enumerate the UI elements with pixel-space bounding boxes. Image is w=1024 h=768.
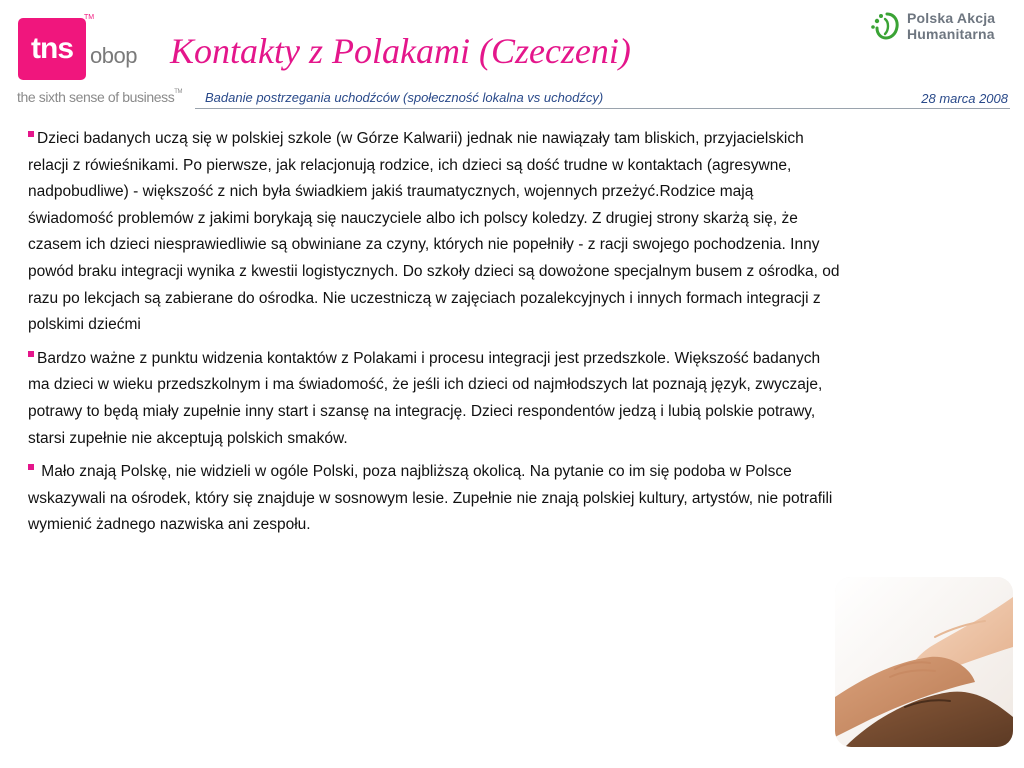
bullet-paragraph (28, 459, 840, 539)
hands-illustration (835, 577, 1013, 747)
page-title: Kontakty z Polakami (Czeczeni) (170, 31, 631, 71)
tagline (17, 89, 182, 105)
square-bullet-icon (28, 131, 34, 137)
tagline-trademark: TM (174, 89, 183, 95)
tns-obop-logo (18, 14, 178, 86)
polska-akcja-humanitarna-logo (870, 8, 1020, 44)
tns-logo-mark: tns (18, 18, 86, 80)
report-date: 28 marca 2008 (921, 91, 1008, 106)
slide-content (28, 126, 840, 546)
tns-trademark: TM (84, 14, 95, 21)
pah-wordmark (907, 10, 995, 42)
pah-line-2: Humanitarna (907, 26, 995, 42)
bullet-paragraph (28, 346, 840, 452)
pah-hand-icon (870, 10, 904, 42)
bullet-paragraph (28, 126, 840, 339)
square-bullet-icon (28, 351, 34, 357)
pah-line-1: Polska Akcja (907, 10, 996, 26)
square-bullet-icon (28, 464, 34, 470)
header-divider (195, 108, 1010, 109)
paragraph-text: Bardzo ważne z punktu widzenia kontaktów z Polakami i procesu integracji jest przedszkole. Większość badanych ma dzieci w wieku przedszkolnym i ma świadomość, że jeśli ich dzieci od najmłodszych lat poznają język, zwyczaje, potrawy to będą miały zupełnie inny start i szansę na integrację. Dzieci respondentów jedzą i lubią polskie potrawy, starsi zupełnie nie akceptują polskich smaków. (28, 349, 823, 447)
paragraph-text: Dzieci badanych uczą się w polskiej szkole (w Górze Kalwarii) jednak nie nawiązały tam bliskich, przyjacielskich relacji z rówieśnikami. Po pierwsze, jak relacjonują rodzice, ich dzieci są dość trudne w kontaktach (agresywne, nadpobudliwe) - większość z nich była świadkiem jakiś traumatycznych, wojennych przeżyć.Rodzice mają świadomość problemów z jakimi borykają się nauczyciele albo ich polscy koledzy. Z drugiej strony skarżą się, że czasem ich dzieci niesprawiedliwie są obwiniane za czyny, których nie popełniły - z racji swojego pochodzenia. Inny powód braku integracji wynika z kwestii logistycznych. Do szkoły dzieci są dowożone specjalnym busem z ośrodka, od razu po lekcjach są zabierane do ośrodka. Nie uczestniczą w zajęciach pozalekcyjnych i innych formach integracji z polskimi dziećmi (28, 130, 840, 334)
hands-photo (835, 577, 1013, 747)
tagline-text: the sixth sense of business (17, 89, 175, 105)
paragraph-text: Mało znają Polskę, nie widzieli w ogóle Polski, poza najbliższą okolicą. Na pytanie co im się podoba w Polsce wskazywali na ośrodek, który się znajduje w sosnowym lesie. Zupełnie nie znają polskiej kultury, artystów, nie potrafili wymienić żadnego nazwiska ani zespołu. (28, 463, 833, 534)
study-subtitle: Badanie postrzegania uchodźców (społeczność lokalna vs uchodźcy) (205, 90, 604, 105)
obop-wordmark: obop (90, 43, 137, 68)
